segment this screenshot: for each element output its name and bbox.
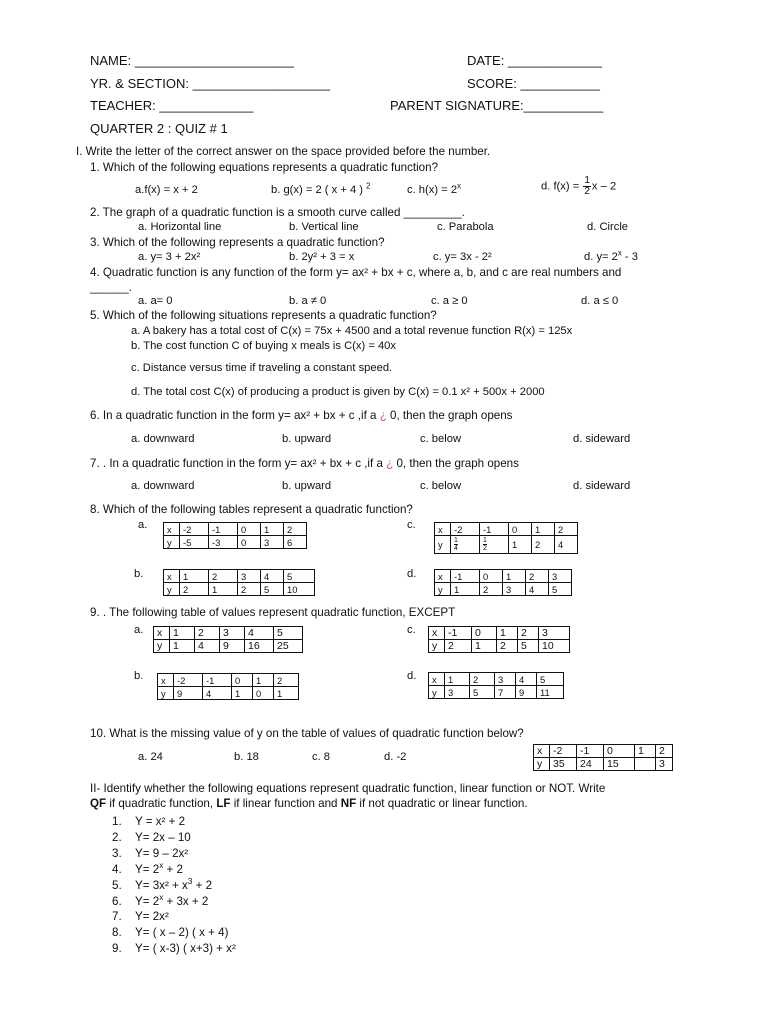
- list-item: [112, 894, 236, 910]
- q4-option-a: a. a= 0: [138, 295, 173, 307]
- q2-option-b: b. Vertical line: [289, 221, 359, 233]
- table-row-y: y 2 1 2 5 10: [429, 640, 570, 653]
- fraction: $\frac{1}{2}$: [584, 175, 590, 197]
- q4-option-b: b. a ≠ 0: [289, 295, 327, 307]
- q8-table-d: [434, 569, 572, 596]
- list-item: [112, 830, 236, 846]
- q3-text: 3. Which of the following represents a quadratic function?: [90, 236, 385, 249]
- table-row-x: x 1 2 3 4 5: [164, 570, 315, 583]
- list-item-equation: Y= 9 – 2x²: [135, 846, 189, 860]
- q6-option-b: b. upward: [282, 433, 332, 445]
- q1-text: 1. Which of the following equations represents a quadratic function?: [90, 161, 439, 174]
- q10-option-d: d. -2: [384, 751, 407, 763]
- q1-option-a: a.f(x) = x + 2: [135, 184, 198, 196]
- q9-label-d: d.: [407, 670, 417, 682]
- q1-option-c: c. $h(x) = 2^x$: [407, 181, 461, 196]
- table-row-y: y 3 5 7 9 11: [429, 686, 564, 699]
- q8-text: 8. Which of the following tables represent a quadratic function?: [90, 503, 413, 516]
- q5-option-d: d. The total cost C(x) of producing a product is given by C(x) = 0.1 x² + 500x + 2000: [131, 386, 545, 398]
- q10-option-c: c. 8: [312, 751, 331, 763]
- q6-option-c: c. below: [420, 433, 462, 445]
- table-row-y: y 1 2 3 4 5: [435, 583, 572, 596]
- q4-text-blank: ______.: [90, 281, 132, 294]
- list-item-number: 7.: [112, 910, 122, 924]
- list-item-equation: Y= ( x-3) ( x+3) + x²: [135, 942, 236, 956]
- q9-table-d: [428, 672, 564, 699]
- q8-table-a: [163, 522, 307, 549]
- list-item-number: 2.: [112, 830, 122, 844]
- q9-text: 9. . The following table of values represent quadratic function, EXCEPT: [90, 606, 456, 619]
- list-item: [112, 814, 236, 830]
- part2-instruction-legend: QF if quadratic function, LF if linear function and NF if not quadratic or linear function.: [90, 797, 528, 810]
- q9-label-a: a.: [134, 624, 144, 636]
- q10-text: 10. What is the missing value of y on the table of values of quadratic function below?: [90, 727, 524, 740]
- list-item-number: 5.: [112, 878, 122, 892]
- q8-label-a: a.: [138, 519, 148, 531]
- table-row-y: y -5 -3 0 3 6: [164, 536, 307, 549]
- parent-signature-field: PARENT SIGNATURE:___________: [390, 98, 604, 113]
- q9-table-b: [157, 673, 299, 700]
- table-row-y: y 9 4 1 0 1: [158, 687, 299, 700]
- list-item-equation: Y= ( x – 2) ( x + 4): [135, 926, 229, 940]
- list-item-number: 4.: [112, 862, 122, 876]
- list-item: [112, 846, 236, 862]
- q3-option-d: d. $y= 2^x - 3$: [584, 248, 638, 263]
- q4-option-d: d. a ≤ 0: [581, 295, 619, 307]
- q7-text: 7. . In a quadratic function in the form y= ax² + bx + c ,if a ¿ 0, then the graph opens: [90, 457, 519, 470]
- section-field: YR. & SECTION: ___________________: [90, 76, 330, 91]
- table-row-x: x -2 -1 0 1 2: [534, 745, 673, 758]
- q1-option-b: b. g(x) = 2 ( x + 4 ) $^2$: [271, 181, 371, 196]
- q8-table-b: [163, 569, 315, 596]
- q9-table-c: [428, 626, 570, 653]
- list-item-number: 6.: [112, 894, 122, 908]
- q1-option-d: d. f(x) = $\frac{1}{2}$ x – 2: [541, 175, 617, 197]
- q6-text: 6. In a quadratic function in the form y= ax² + bx + c ,if a ¿ 0, then the graph opens: [90, 409, 513, 422]
- q9-label-b: b.: [134, 670, 144, 682]
- list-item-equation: $Y= 2^x + 3x + 2$: [135, 892, 209, 908]
- name-field: NAME: ______________________: [90, 53, 294, 68]
- score-field: SCORE: ___________: [467, 76, 600, 91]
- q5-text: 5. Which of the following situations represents a quadratic function?: [90, 309, 437, 322]
- list-item-number: 9.: [112, 942, 122, 956]
- q5-option-c: c. Distance versus time if traveling a constant speed.: [131, 362, 393, 374]
- part2-instruction: II- Identify whether the following equations represent quadratic function, linear function or NOT. Write: [90, 782, 606, 795]
- q10-option-a: a. 24: [138, 751, 163, 763]
- q8-label-b: b.: [134, 568, 144, 580]
- q7-option-c: c. below: [420, 480, 462, 492]
- q2-option-d: d. Circle: [587, 221, 629, 233]
- q8-label-c: c.: [407, 519, 416, 531]
- q4-option-c: c. a ≥ 0: [431, 295, 468, 307]
- table-row-x: x -2 -1 0 1 2: [435, 523, 578, 536]
- table-row-x: x -2 -1 0 1 2: [158, 674, 299, 687]
- q6-option-a: a. downward: [131, 433, 195, 445]
- q7-option-a: a. downward: [131, 480, 195, 492]
- list-item-number: 1.: [112, 815, 122, 828]
- date-field: DATE: _____________: [467, 53, 602, 68]
- quiz-title: QUARTER 2 : QUIZ # 1: [90, 121, 228, 136]
- table-row-y: y 1 4 9 16 25: [154, 640, 303, 653]
- q5-option-b: b. The cost function C of buying x meals is C(x) = 40x: [131, 340, 396, 352]
- list-item-equation: Y= 2x – 10: [135, 830, 191, 844]
- teacher-field: TEACHER: _____________: [90, 98, 254, 113]
- list-item: [112, 941, 236, 957]
- q5-option-a: a. A bakery has a total cost of C(x) = 75x + 4500 and a total revenue function R(x) = 125x: [131, 325, 573, 337]
- q10-table: [533, 744, 673, 771]
- table-row-y: y $\frac{1}{4}$ $\frac{1}{2}$ 1 2 4: [435, 536, 578, 554]
- table-row-x: x 1 2 3 4 5: [154, 627, 303, 640]
- table-row-x: x 1 2 3 4 5: [429, 673, 564, 686]
- q9-label-c: c.: [407, 624, 416, 636]
- list-item-equation: Y = x² + 2: [135, 815, 186, 828]
- table-row-y: y 2 1 2 5 10: [164, 583, 315, 596]
- q8-table-c: [434, 522, 578, 554]
- table-row-x: x -1 0 1 2 3: [429, 627, 570, 640]
- part1-instruction: I. Write the letter of the correct answer on the space provided before the number.: [76, 145, 491, 158]
- q4-text: 4. Quadratic function is any function of the form y= ax² + bx + c, where a, b, and c are real numbers and: [90, 266, 622, 279]
- q9-table-a: [153, 626, 303, 653]
- list-item: [112, 909, 236, 925]
- q2-text: 2. The graph of a quadratic function is a smooth curve called _________.: [90, 206, 465, 219]
- q7-option-d: d. sideward: [573, 480, 631, 492]
- q6-option-d: d. sideward: [573, 433, 631, 445]
- list-item-equation: $Y= 2^x + 2$: [135, 860, 183, 876]
- list-item-equation: $Y= 3x^2 + x^3 + 2$: [135, 876, 213, 892]
- q3-option-b: b. 2y² + 3 = x: [289, 251, 355, 263]
- q3-option-a: a. y= 3 + 2x²: [138, 251, 201, 263]
- q3-option-c: c. y= 3x - 2²: [433, 251, 492, 263]
- list-item-number: 3.: [112, 846, 122, 860]
- list-item-equation: Y= 2x²: [135, 910, 169, 924]
- q2-option-c: c. Parabola: [437, 221, 494, 233]
- table-row-y: y 35 24 15 3: [534, 758, 673, 771]
- part2-list: [112, 814, 236, 957]
- list-item: [112, 925, 236, 941]
- list-item: [112, 862, 236, 878]
- list-item: [112, 878, 236, 894]
- fraction: $\frac{1}{4}$: [454, 537, 458, 552]
- q2-option-a: a. Horizontal line: [138, 221, 222, 233]
- list-item-number: 8.: [112, 926, 122, 940]
- table-row-x: x -2 -1 0 1 2: [164, 523, 307, 536]
- fraction: $\frac{1}{2}$: [483, 537, 487, 552]
- q8-label-d: d.: [407, 568, 417, 580]
- q7-option-b: b. upward: [282, 480, 332, 492]
- table-row-x: x -1 0 1 2 3: [435, 570, 572, 583]
- q10-option-b: b. 18: [234, 751, 259, 763]
